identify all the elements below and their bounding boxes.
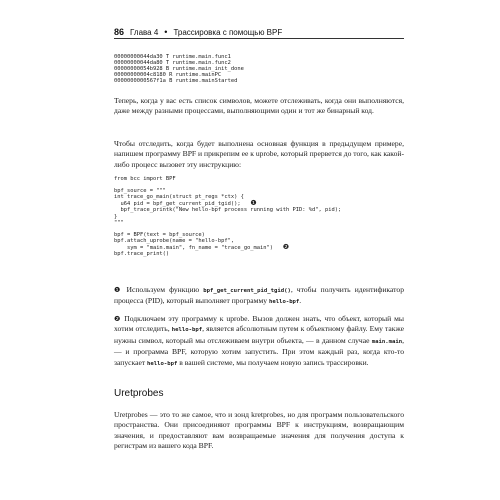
- code-line: bpf.attach_uprobe(name = "hello-bpf",: [114, 237, 235, 244]
- note-2-text-1: Подключаем эту программу к uprobe. Вызов должен знать, что объект, который мы хотим отследить,: [114, 314, 404, 334]
- note-2-code-1: hello-bpf: [171, 327, 203, 334]
- header-bullet: •: [164, 27, 168, 37]
- code-line: }: [114, 213, 118, 220]
- note-1-marker: ❶: [114, 286, 123, 294]
- note-1-code-2: hello-bpf: [268, 299, 300, 306]
- note-2: [114, 314, 404, 369]
- note-2-code-3: hello-bpf: [147, 360, 178, 367]
- note-2-text-4: в вашей системе, мы получаем новую запись трассировки.: [177, 357, 369, 367]
- symbol-line: 00000000044da80 T runtime.main.func2: [114, 60, 231, 67]
- code-line: u64 pid = bpf_get_current_pid_tgid();: [114, 201, 241, 208]
- note-1-text-after: , чтобы получить идентификатор процесса (PID), который выполняет программу: [114, 285, 404, 306]
- code-line: bpf_source = """: [114, 188, 166, 195]
- code-marker-2: ❷: [282, 243, 290, 252]
- code-line: from bcc import BPF: [114, 176, 176, 182]
- note-1-text-end: .: [299, 296, 302, 306]
- paragraph-symbols: Теперь, когда у вас есть список символов, можете отслеживать, когда они выполняются, даже между разными процессами, выполняющими один и тот же бинарный код.: [114, 96, 404, 116]
- note-2-code-2: main.main: [371, 338, 403, 345]
- section-heading-uretprobes: Uretprobes: [114, 388, 164, 399]
- header-rule: [114, 38, 404, 39]
- code-marker-1: ❶: [250, 199, 257, 208]
- chapter-label: Глава 4: [130, 27, 159, 37]
- code-line: bpf.trace_print(): [114, 251, 170, 258]
- bpf-code-listing: [114, 176, 341, 257]
- symbol-line: 00000000054b928 B runtime.main_init_done: [114, 66, 244, 73]
- note-1-code: bpf_get_current_pid_tgid(): [203, 288, 291, 294]
- note-1: [114, 285, 404, 308]
- symbol-line: 00000000044da30 T runtime.main.func1: [114, 54, 231, 60]
- note-2-marker: ❷: [114, 315, 122, 323]
- code-line: int trace_go_main(struct pt_regs *ctx) {: [114, 194, 244, 201]
- code-line: sym = "main.main", fn_name = "trace_go_main"): [114, 245, 274, 252]
- paragraph-uretprobes: Uretprobes — это то же самое, что и зонд kretprobes, но для программ пользовательского пространства. Они присоединяют программы BPF к инструкциям, возвращающим значения, и предоставляют вам возвращаемые значения для получения доступа к регистрам из вашего кода BPF.: [114, 410, 404, 451]
- note-2-text-2: , является абсолютным путем к объектному файлу. Ему также нужны символ, который мы отслеживаем внутри объекта, — в данном случае: [114, 324, 404, 345]
- paragraph-trace-main: Чтобы отследить, когда будет выполнена основная функция в предыдущем примере, напишем программу BPF и прикрепим ее к uprobe, который прервется до того, как какой-либо процесс вызовет эту инструкцию:: [114, 139, 404, 169]
- note-1-text: Используем функцию: [122, 285, 204, 294]
- symbol-line: 0000000000567f1a B runtime.mainStarted: [114, 78, 238, 85]
- symbols-listing: [114, 54, 244, 84]
- chapter-title: Трассировка с помощью BPF: [173, 27, 283, 37]
- code-line: """: [114, 219, 124, 226]
- symbol-line: 00000000004c8180 R runtime.mainPC: [114, 72, 222, 79]
- page-number: 86: [114, 27, 125, 37]
- code-line: bpf = BPF(text = bpf_source): [114, 231, 205, 238]
- code-line: bpf_trace_printk("New hello-bpf process running with PID: %d", pid);: [114, 207, 342, 214]
- note-2-text-3: , — и программа BPF, которую хотим запустить. При этом каждый раз, когда кто-то запускает: [114, 335, 404, 367]
